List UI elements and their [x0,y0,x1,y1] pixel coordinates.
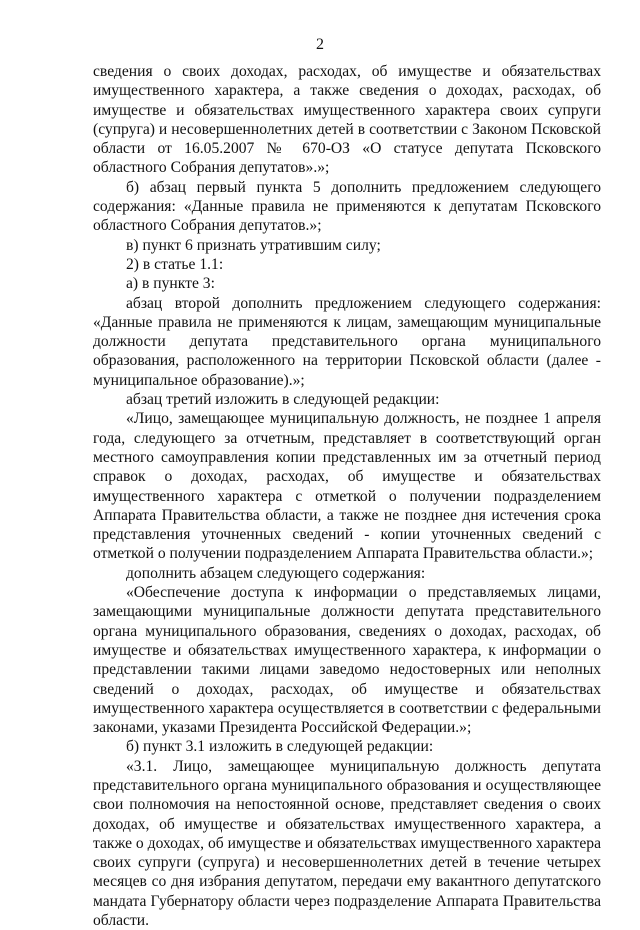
paragraph-quote-3-1: «3.1. Лицо, замещающее муниципальную должность депутата представительного органа муниципального образования и осуществляющее свои полномочия на непостоянной основе, представляет сведения о своих доходах, об имуществе и обязательствах имущественного характера, а также о доходах, об имуществе и обязательствах имущественного характера своих супруги (супруга) и несовершеннолетних детей в течение четырех месяцев со дня избрания депутатом, передачи ему вакантного депутатского мандата Губернатору области через подразделение Аппарата Правительства области. [93,757,601,930]
paragraph-continuation: сведения о своих доходах, расходах, об имуществе и обязательствах имущественного характера, а также сведения о доходах, расходах, об имуществе и обязательствах имущественного характера своих супруги (супруга) и несовершеннолетних детей в соответствии с Законом Псковской области от 16.05.2007 № 670-ОЗ «О статусе депутата Псковского областного Собрания депутатов».»; [93,63,601,177]
paragraph-item-b-point-5: б) абзац первый пункта 5 дополнить предложением следующего содержания: «Данные правила не применяются к депутатам Псковского областного Собрания депутатов.»; [93,178,601,235]
paragraph-third-abzac: абзац третий изложить в следующей редакции: [126,391,440,409]
document-body [93,62,601,930]
paragraph-item-a-point-3: а) в пункте 3: [126,275,215,293]
paragraph-item-v-point-6: в) пункт 6 признать утратившим силу; [126,236,381,254]
paragraph-quote-person: «Лицо, замещающее муниципальную должность, не позднее 1 апреля года, следующего за отчетным, представляет в соответствующий орган местного самоуправления копии представленных им за отчетный период справок о доходах, расходах, об имуществе и обязательствах имущественного характера с отметкой о получении подразделением Аппарата Правительства области, а также не позднее дня истечения срока представления уточненных сведений - копии уточненных сведений с отметкой о получении подразделением Аппарата Правительства области.»; [93,410,601,563]
paragraph-quote-access: «Обеспечение доступа к информации о представляемых лицами, замещающими муниципальные должности депутата представительного органа муниципального образования, сведениях о доходах, расходах, об имуществе и обязательствах имущественного характера, к информации о представлении такими лицами заведомо недостоверных или неполных сведений о доходах, расходах, об имуществе и обязательствах имущественного характера осуществляется в соответствии с федеральными законами, указами Президента Российской Федерации.»; [93,584,601,737]
page-number: 2 [316,36,324,53]
paragraph-add-abzac: дополнить абзацем следующего содержания: [126,564,426,582]
paragraph-item-b-point-3-1: б) пункт 3.1 изложить в следующей редакции: [126,738,434,756]
paragraph-second-abzac: абзац второй дополнить предложением следующего содержания: «Данные правила не применяются к лицам, замещающим муниципальные должности депутата представительного органа муниципального образования, расположенного на территории Псковской области (далее - муниципальное образование).»; [93,294,601,389]
paragraph-item-2-article-1-1: 2) в статье 1.1: [126,255,224,273]
